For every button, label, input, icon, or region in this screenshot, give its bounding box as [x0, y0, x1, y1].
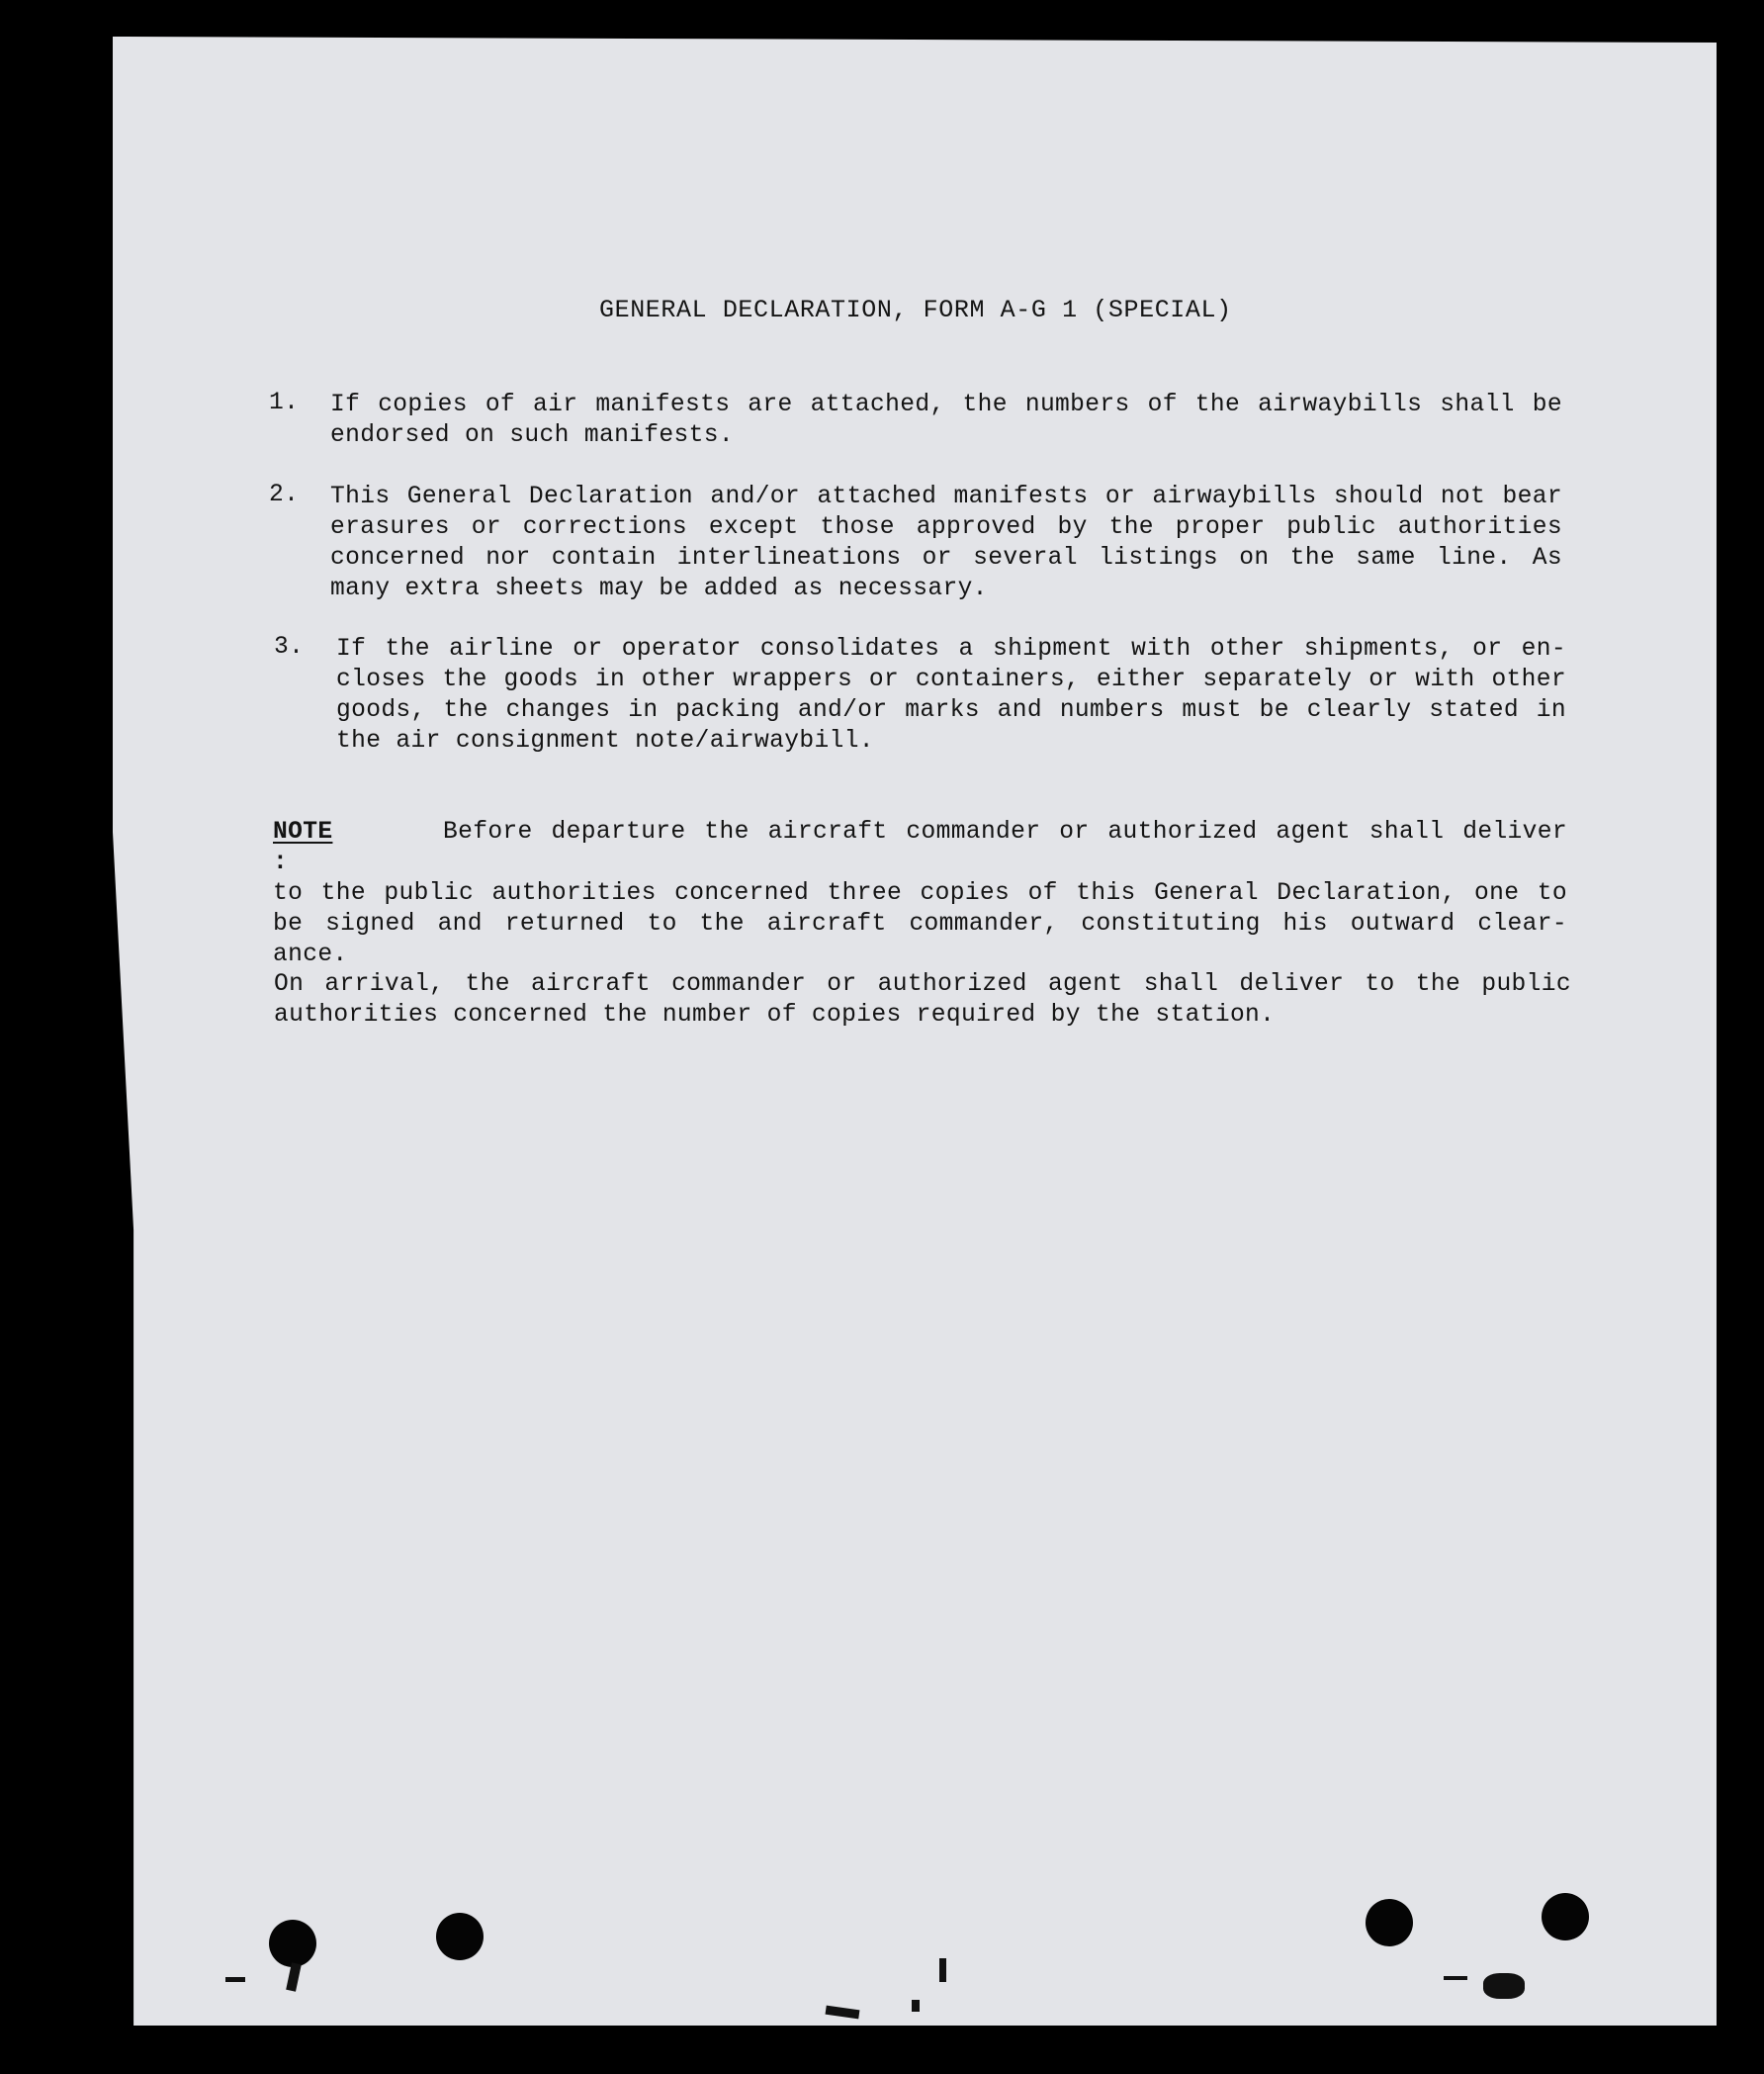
document-page: [113, 37, 1717, 2026]
note-label: NOTE: [273, 819, 333, 846]
note-line: ance.: [273, 942, 348, 968]
ink-speck: [1483, 1973, 1525, 1999]
ink-speck: [912, 2000, 920, 2012]
document-title: GENERAL DECLARATION, FORM A-G 1 (SPECIAL): [599, 296, 1232, 324]
item-line: erasures or corrections except those approved by the proper public authorities: [330, 514, 1562, 541]
item-line: the air consignment note/airwaybill.: [336, 728, 874, 755]
item-line: endorsed on such manifests.: [330, 422, 734, 449]
ink-speck: [1444, 1976, 1467, 1980]
note-line: to the public authorities concerned three copies of this General Declaration, one to: [273, 880, 1567, 907]
item-line: goods, the changes in packing and/or marks and numbers must be clearly stated in: [336, 697, 1566, 724]
item-number: 3.: [274, 634, 305, 661]
arrival-line: On arrival, the aircraft commander or authorized agent shall deliver to the public: [274, 971, 1571, 998]
arrival-line: authorities concerned the number of copies required by the station.: [274, 1002, 1276, 1029]
item-line: If the airline or operator consolidates a shipment with other shipments, or en-: [336, 636, 1566, 663]
item-line: many extra sheets may be added as necessary.: [330, 576, 988, 602]
punch-hole: [269, 1920, 316, 1967]
item-line: If copies of air manifests are attached, the numbers of the airwaybills shall be: [330, 392, 1562, 418]
item-number: 2.: [269, 482, 300, 508]
punch-hole: [1542, 1893, 1589, 1940]
item-line: This General Declaration and/or attached manifests or airwaybills should not bear: [330, 484, 1562, 510]
item-line: closes the goods in other wrappers or containers, either separately or with other: [336, 667, 1566, 693]
note-first-line: Before departure the aircraft commander or authorized agent shall deliver: [443, 819, 1567, 846]
punch-hole: [436, 1913, 484, 1960]
item-number: 1.: [269, 390, 300, 416]
punch-hole: [1366, 1899, 1413, 1946]
note-line: be signed and returned to the aircraft commander, constituting his outward clear-: [273, 911, 1567, 938]
ink-speck: [939, 1958, 946, 1982]
item-line: concerned nor contain interlineations or several listings on the same line. As: [330, 545, 1562, 572]
ink-speck: [225, 1977, 245, 1982]
